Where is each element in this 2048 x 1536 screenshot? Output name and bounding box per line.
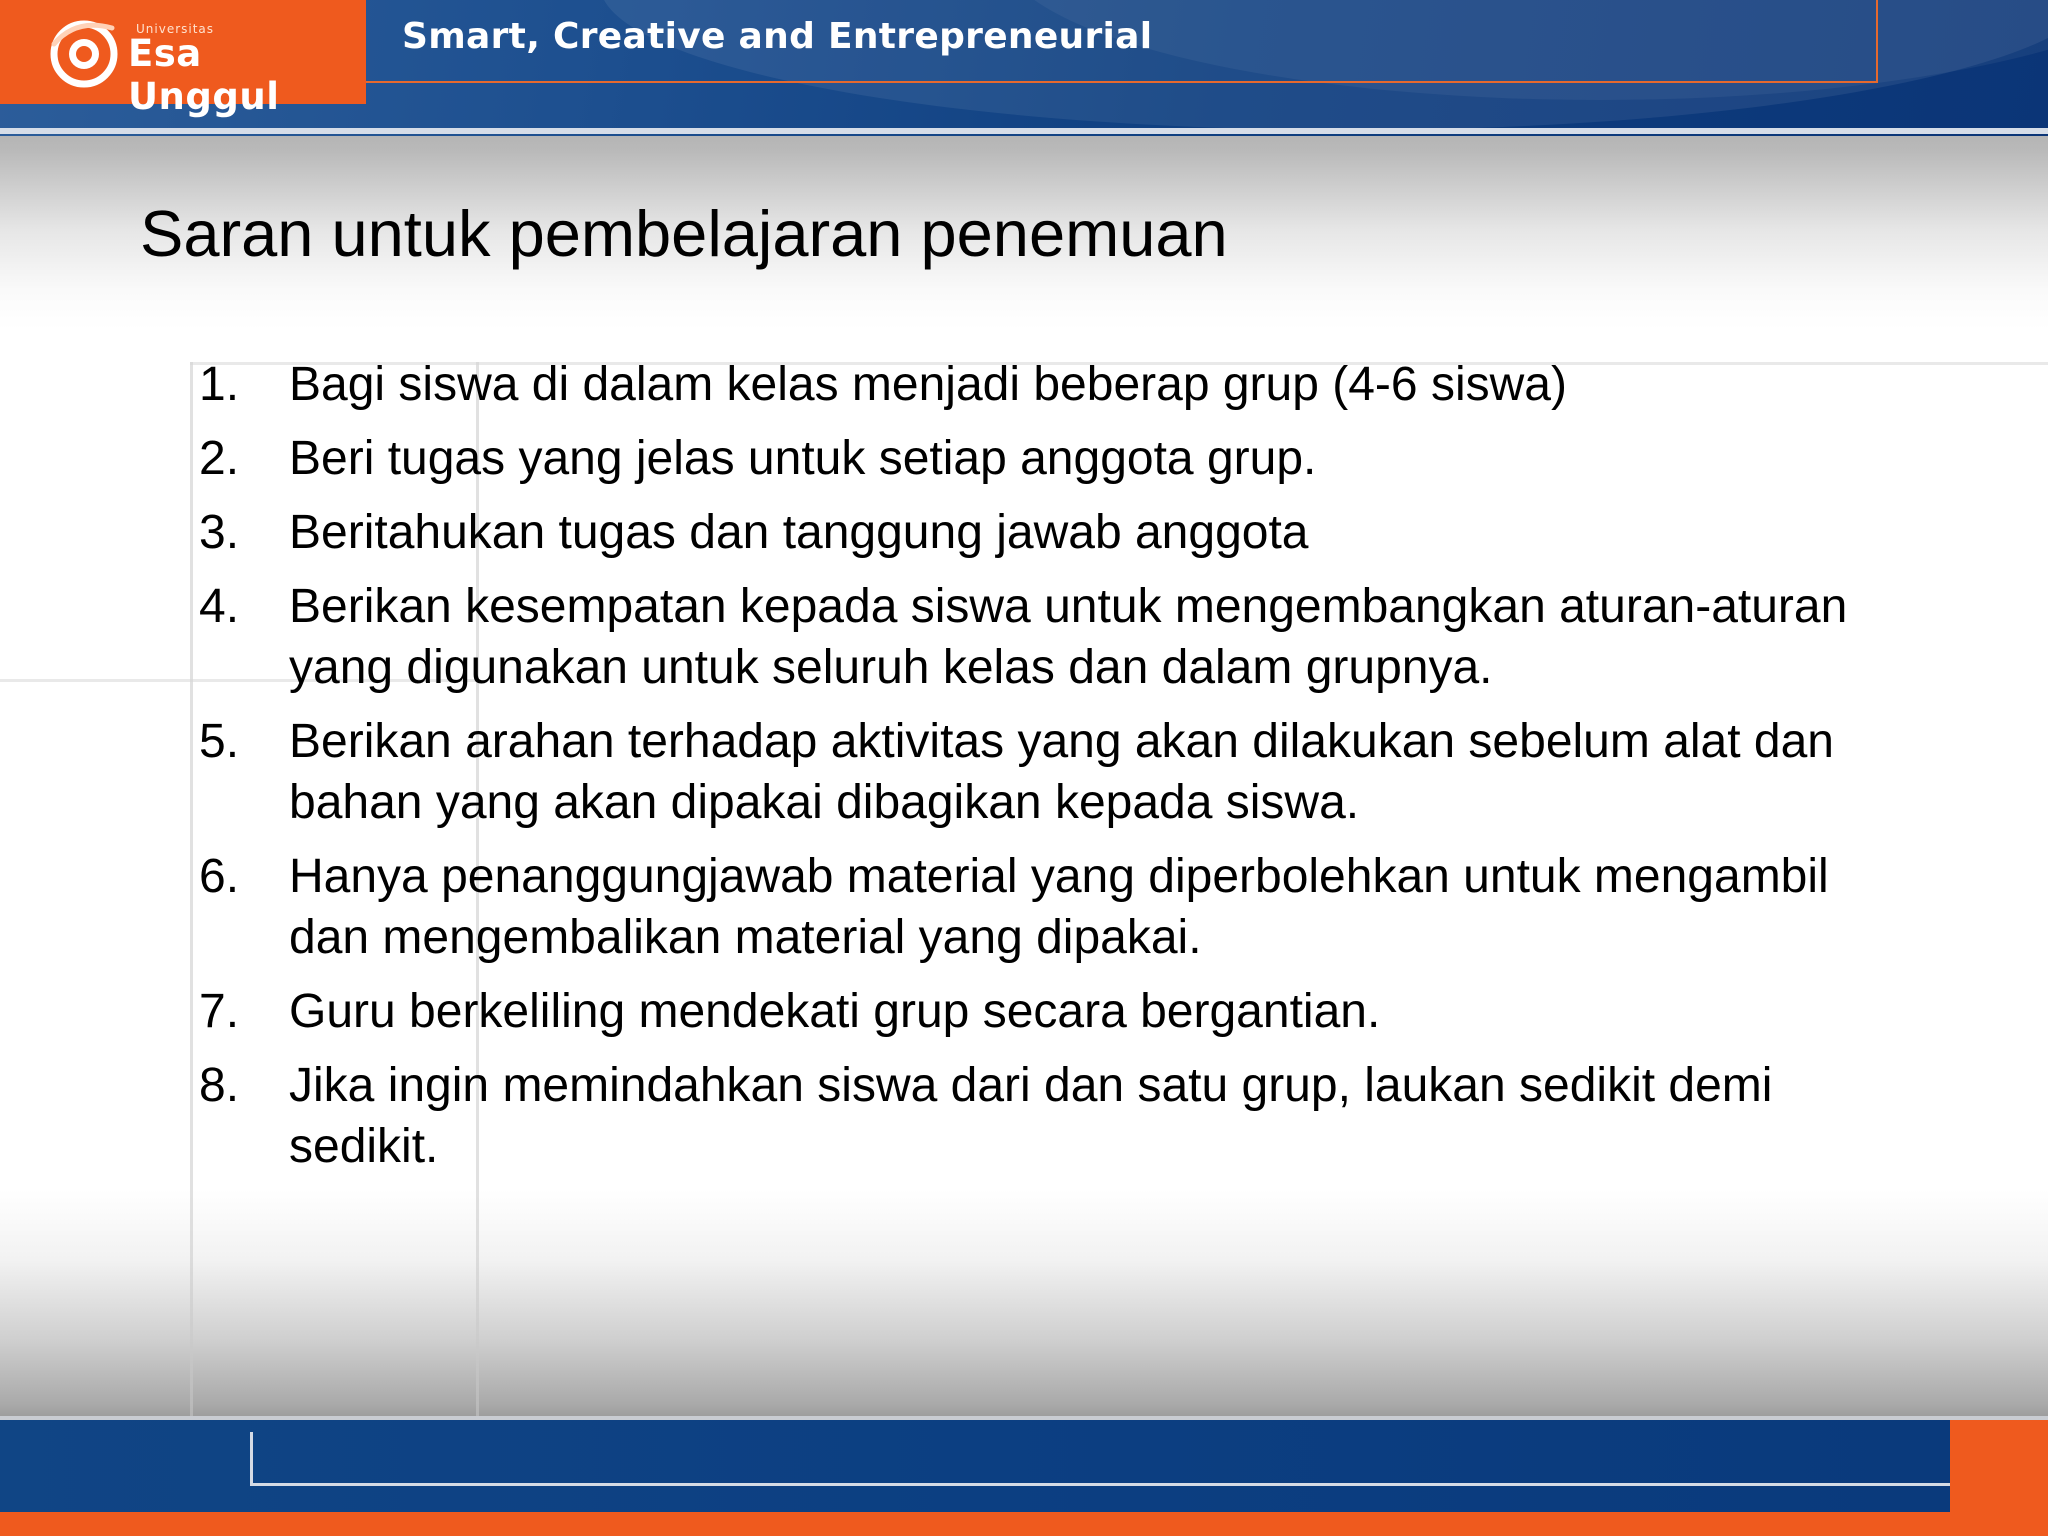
list-item (199, 1055, 1899, 1177)
list-number: 7. (199, 985, 240, 1038)
header-rule-vertical (1876, 0, 1878, 83)
list-number: 6. (199, 850, 240, 903)
list-text: Beri tugas yang jelas untuk setiap anggota grup. (289, 432, 1317, 485)
frame-line (190, 362, 193, 1420)
list-text: Bagi siswa di dalam kelas menjadi beberap grup (4-6 siswa) (289, 358, 1567, 411)
list-number: 4. (199, 580, 240, 633)
list-number: 8. (199, 1059, 240, 1112)
list-item (199, 981, 1899, 1042)
footer-rule (250, 1432, 1950, 1486)
list-text: Berikan arahan terhadap aktivitas yang akan dilakukan sebelum alat dan bahan yang akan dipakai dibagikan kepada siswa. (289, 715, 1834, 829)
list-number: 2. (199, 432, 240, 485)
tagline: Smart, Creative and Entrepreneurial (402, 16, 1153, 57)
list-item (199, 711, 1899, 833)
list-text: Jika ingin memindahkan siswa dari dan satu grup, laukan sedikit demi sedikit. (289, 1059, 1773, 1173)
list-item (199, 846, 1899, 968)
logo-small-text: Universitas (136, 22, 215, 36)
list-item (199, 576, 1899, 698)
logo-name: Esa Unggul (128, 32, 280, 118)
header-divider (0, 128, 2048, 134)
slide-title: Saran untuk pembelajaran penemuan (140, 197, 1228, 270)
logo (0, 0, 366, 118)
list-number: 3. (199, 506, 240, 559)
logo-mark-icon (46, 14, 122, 90)
header-rule (366, 81, 1878, 83)
list-text: Guru berkeliling mendekati grup secara bergantian. (289, 985, 1381, 1038)
list-number: 1. (199, 358, 240, 411)
point-list (199, 354, 1899, 1190)
list-item (199, 502, 1899, 563)
list-number: 5. (199, 715, 240, 768)
list-text: Hanya penanggungjawab material yang diperbolehkan untuk mengambil dan mengembalikan material yang dipakai. (289, 850, 1829, 964)
list-item (199, 428, 1899, 489)
list-text: Beritahukan tugas dan tanggung jawab anggota (289, 506, 1309, 559)
list-text: Berikan kesempatan kepada siswa untuk mengembangkan aturan-aturan yang digunakan untuk seluruh kelas dan dalam grupnya. (289, 580, 1848, 694)
list-item (199, 354, 1899, 415)
